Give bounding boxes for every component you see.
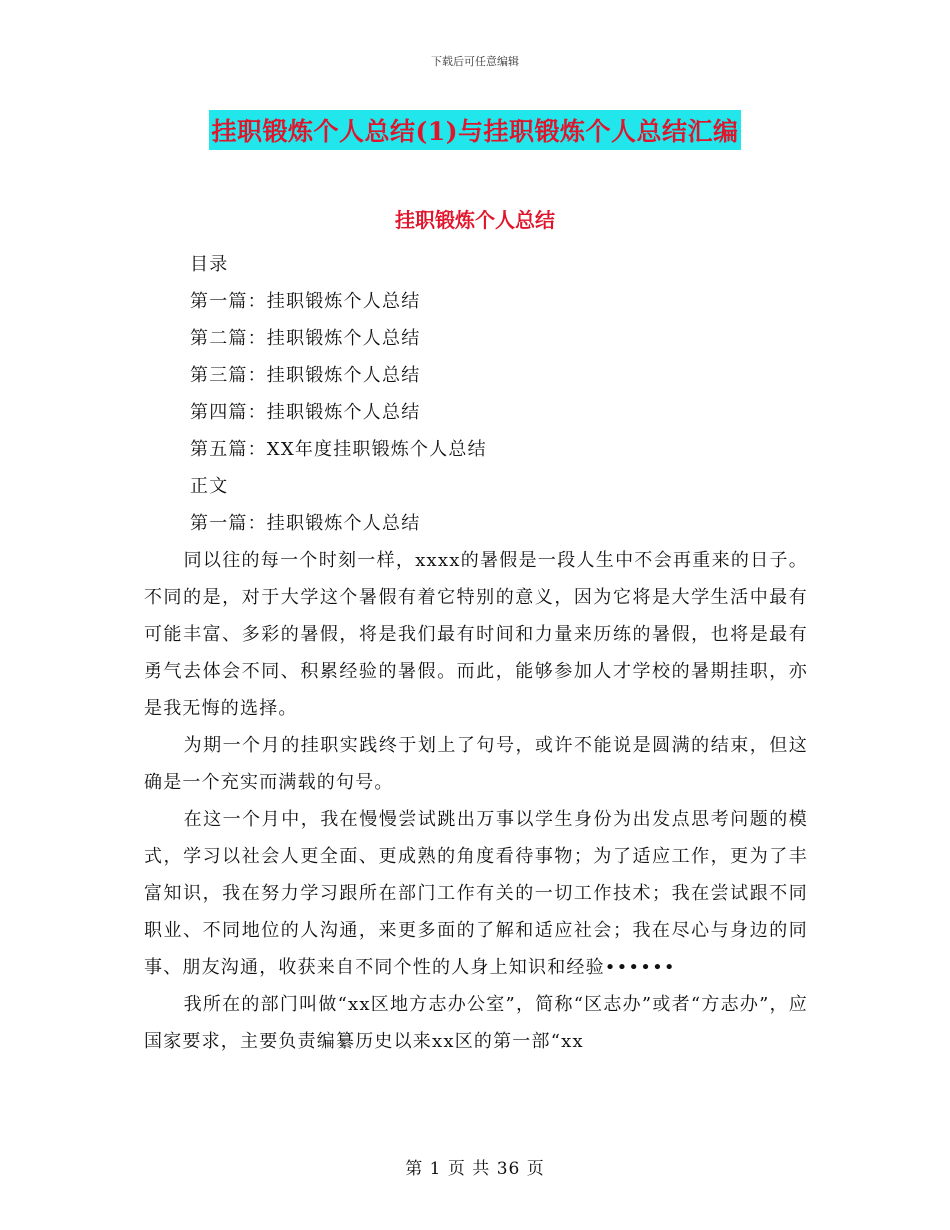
- body-heading: 正文: [190, 476, 229, 497]
- document-subtitle: 挂职锻炼个人总结: [395, 208, 555, 232]
- section-heading: 第一篇：挂职锻炼个人总结: [190, 513, 421, 534]
- document-title: 挂职锻炼个人总结(1)与挂职锻炼个人总结汇编: [209, 110, 740, 150]
- toc-item: 第二篇：挂职锻炼个人总结: [190, 328, 421, 349]
- body-paragraph: 为期一个月的挂职实践终于划上了句号，或许不能说是圆满的结束，但这确是一个充实而满载的句号。: [144, 735, 808, 793]
- page-number-footer: 第 1 页 共 36 页: [405, 1159, 545, 1179]
- toc-item: 第一篇：挂职锻炼个人总结: [190, 291, 421, 312]
- body-paragraph: 我所在的部门叫做“xx区地方志办公室”，简称“区志办”或者“方志办”，应国家要求，主要负责编纂历史以来xx区的第一部“xx: [144, 994, 808, 1052]
- header-note: 下载后可任意编辑: [431, 55, 519, 68]
- toc-item: 第四篇：挂职锻炼个人总结: [190, 402, 421, 423]
- document-title-container: [0, 110, 950, 150]
- toc-item: 第三篇：挂职锻炼个人总结: [190, 365, 421, 386]
- body-paragraph: 在这一个月中，我在慢慢尝试跳出万事以学生身份为出发点思考问题的模式，学习以社会人更全面、更成熟的角度看待事物；为了适应工作，更为了丰富知识，我在努力学习跟所在部门工作有关的一切工作技术；我在尝试跟不同职业、不同地位的人沟通，来更多面的了解和适应社会；我在尽心与身边的同事、朋友沟通，收获来自不同个性的人身上知识和经验••••••: [144, 809, 808, 978]
- body-paragraph: 同以往的每一个时刻一样，xxxx的暑假是一段人生中不会再重来的日子。不同的是，对于大学这个暑假有着它特别的意义，因为它将是大学生活中最有可能丰富、多彩的暑假，将是我们最有时间和力量来历练的暑假，也将是最有勇气去体会不同、积累经验的暑假。而此，能够参加人才学校的暑期挂职，亦是我无悔的选择。: [144, 550, 808, 719]
- toc-item: 第五篇：XX年度挂职锻炼个人总结: [190, 439, 487, 460]
- toc-heading: 目录: [190, 254, 229, 275]
- document-body: [144, 246, 808, 1060]
